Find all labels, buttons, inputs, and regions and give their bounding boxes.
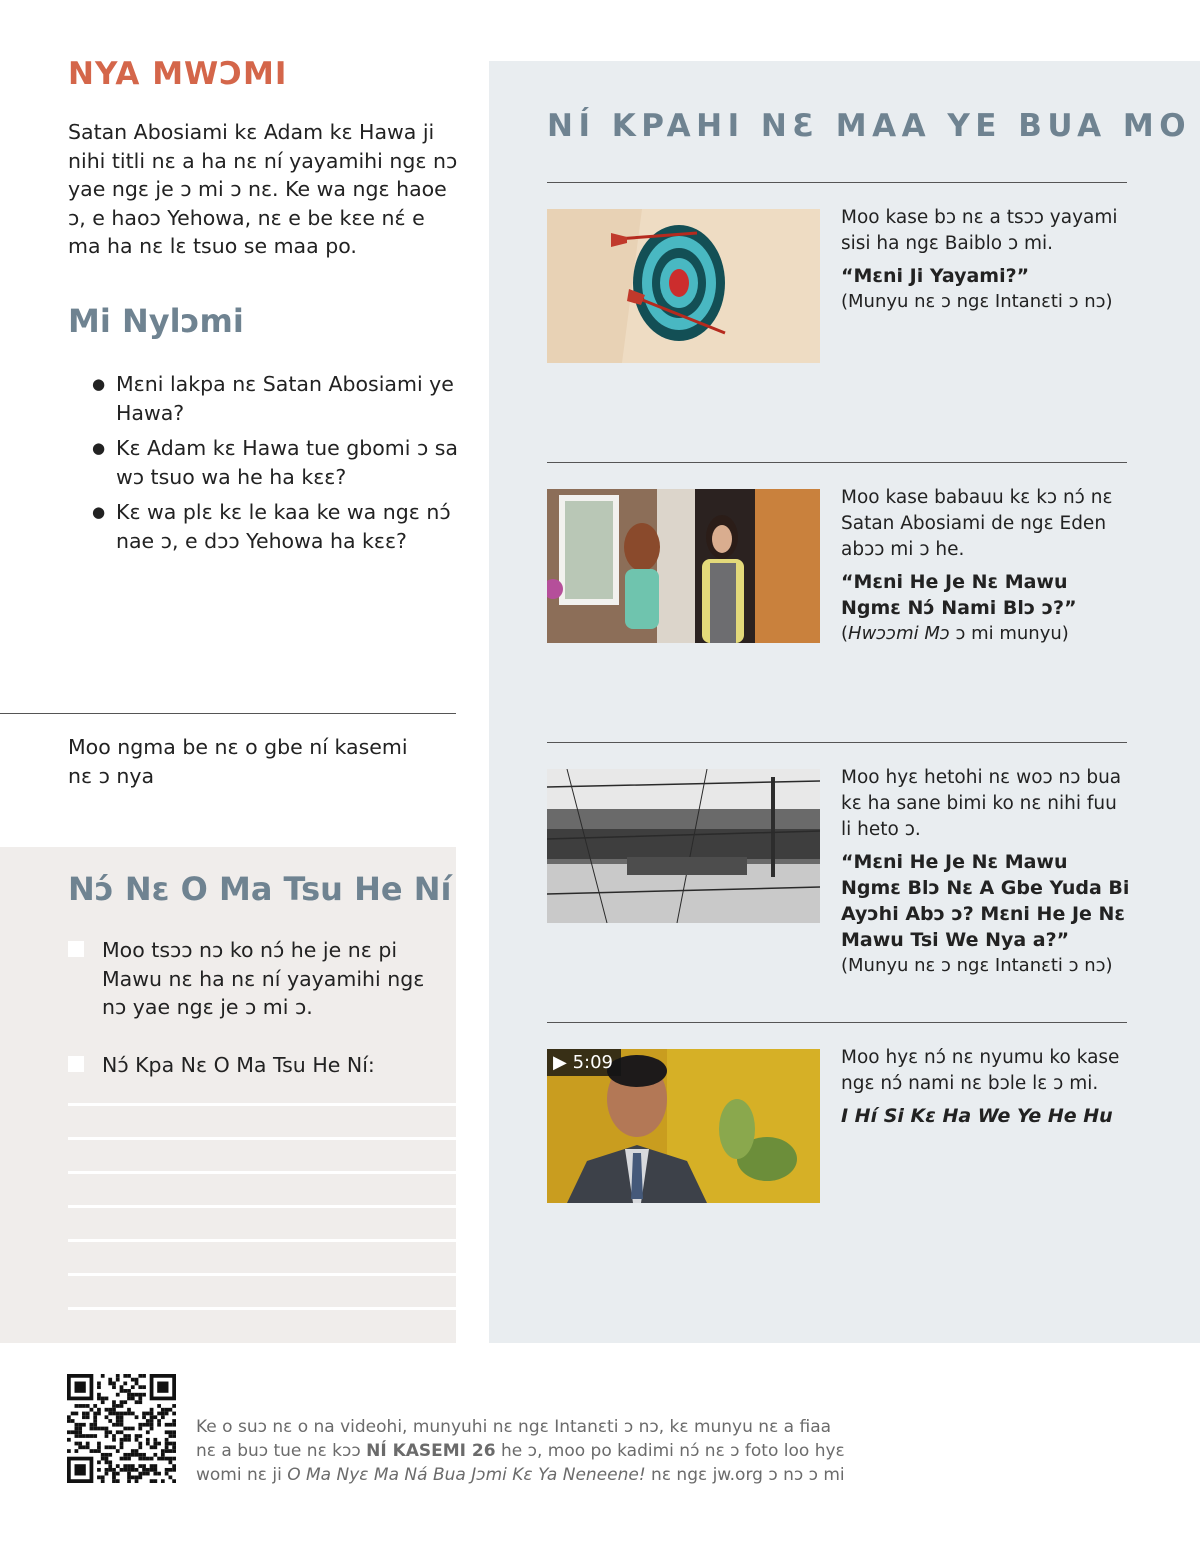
resource-source: (Munyu nɛ ɔ ngɛ Intanɛti ɔ nɔ) [841, 291, 1113, 312]
footer-text: Ke o suɔ nɛ o na videohi, munyuhi nɛ ngɛ Intanɛti ɔ nɔ, kɛ munyu nɛ a fiaa nɛ a buɔ tue nɛ kɔɔ NÍ KASEMI 26 he ɔ, moo po kadimi nɔ́ nɛ ɔ foto loo hyɛ womi nɛ ji O Ma Nyɛ Ma Ná Bua Jɔmi Kɛ Ya Neneene! nɛ ngɛ jw.org ɔ nɔ ɔ mi [196, 1417, 845, 1485]
goals-title: Nɔ́ Nɛ O Ma Tsu He Ní [68, 870, 452, 908]
checkbox-icon[interactable] [68, 1056, 84, 1072]
write-line[interactable] [68, 1205, 456, 1208]
review-question: ● Kɛ wa plɛ kɛ le kaa ke wa ngɛ nɔ́ nae ɔ, e dɔɔ Yehowa ha kɛɛ? [92, 498, 460, 555]
resource-divider [547, 742, 1127, 743]
resource-item [841, 485, 1131, 647]
resource-title-link[interactable]: “Mɛni Ji Yayami?” [841, 265, 1030, 287]
video-duration-badge: ▶ 5:09 [547, 1049, 621, 1076]
resource-description: Moo hyɛ nɔ́ nɛ nyumu ko kase ngɛ nɔ́ nami nɛ bɔle lɛ ɔ mi. [841, 1047, 1120, 1094]
goals-box [0, 847, 456, 1343]
qr-code[interactable] [67, 1374, 176, 1483]
goal-item[interactable] [68, 936, 438, 1022]
resource-divider [547, 182, 1127, 183]
prison-camp-photo[interactable] [547, 769, 820, 923]
resource-description: Moo hyɛ hetohi nɛ woɔ nɔ bua kɛ ha sane bimi ko nɛ nihi fuu li heto ɔ. [841, 767, 1122, 840]
summary-title: NYA MWƆMI [68, 56, 288, 92]
write-line[interactable] [68, 1137, 456, 1140]
review-title: Mi Nylɔmi [68, 302, 244, 340]
write-line[interactable] [68, 1103, 456, 1106]
completion-date-label: Moo ngma be nɛ o gbe ní kasemi nɛ ɔ nya [68, 735, 408, 788]
resource-title-link[interactable]: I Hí Si Kɛ Ha We Ye He Hu [841, 1105, 1113, 1127]
goal-item-custom[interactable] [68, 1051, 438, 1080]
resource-title-link[interactable]: “Mɛni He Je Nɛ Mawu Ngmɛ Nɔ́ Nami Blɔ ɔ?” [841, 571, 1077, 619]
resource-item [841, 1045, 1131, 1129]
resources-title: NÍ KPAHI NƐ MAA YE BUA MO [547, 108, 1192, 144]
write-line[interactable] [68, 1307, 456, 1310]
resource-item [841, 205, 1131, 315]
goal-text: Nɔ́ Kpa Nɛ O Ma Tsu He Ní: [102, 1053, 375, 1077]
resource-source: (Munyu nɛ ɔ ngɛ Intanɛti ɔ nɔ) [841, 955, 1113, 976]
resource-description: Moo kase bɔ nɛ a tsɔɔ yayami sisi ha ngɛ Baiblo ɔ mi. [841, 207, 1118, 254]
resource-item [841, 765, 1131, 979]
write-line[interactable] [68, 1239, 456, 1242]
review-questions-list [92, 370, 460, 562]
review-question: ● Kɛ Adam kɛ Hawa tue gbomi ɔ sa wɔ tsuo wa he ha kɛɛ? [92, 434, 460, 491]
resource-divider [547, 1022, 1127, 1023]
resource-title-link[interactable]: “Mɛni He Je Nɛ Mawu Ngmɛ Blɔ Nɛ A Gbe Yuda Bi Ayɔhi Abɔ ɔ? Mɛni He Je Nɛ Mawu Tsi We Nya a?” [841, 851, 1130, 951]
resource-source: (Hwɔɔmi Mɔ ɔ mi munyu) [841, 623, 1069, 644]
women-at-door-photo[interactable] [547, 489, 820, 643]
resource-divider [547, 462, 1127, 463]
write-line[interactable] [68, 1273, 456, 1276]
checkbox-icon[interactable] [68, 941, 84, 957]
man-video-thumbnail[interactable] [547, 1049, 820, 1203]
resource-description: Moo kase babauu kɛ kɔ nɔ́ nɛ Satan Abosiami de ngɛ Eden abɔɔ mi ɔ he. [841, 487, 1113, 560]
review-question: ● Mɛni lakpa nɛ Satan Abosiami ye Hawa? [92, 370, 460, 427]
write-line[interactable] [68, 1171, 456, 1174]
goal-text: Moo tsɔɔ nɔ ko nɔ́ he je nɛ pi Mawu nɛ ha nɛ ní yayamihi ngɛ nɔ yae ngɛ je ɔ mi ɔ. [102, 938, 425, 1019]
section-divider [0, 713, 456, 714]
summary-text: Satan Abosiami kɛ Adam kɛ Hawa ji nihi titli nɛ a ha nɛ ní yayamihi ngɛ nɔ yae ngɛ je ɔ mi ɔ nɛ. Ke wa ngɛ haoe ɔ, e haoɔ Yehowa, nɛ e be kɛe nɛ́ e ma ha nɛ lɛ tsuo se maa po. [68, 120, 458, 258]
target-arrows-image[interactable] [547, 209, 820, 363]
